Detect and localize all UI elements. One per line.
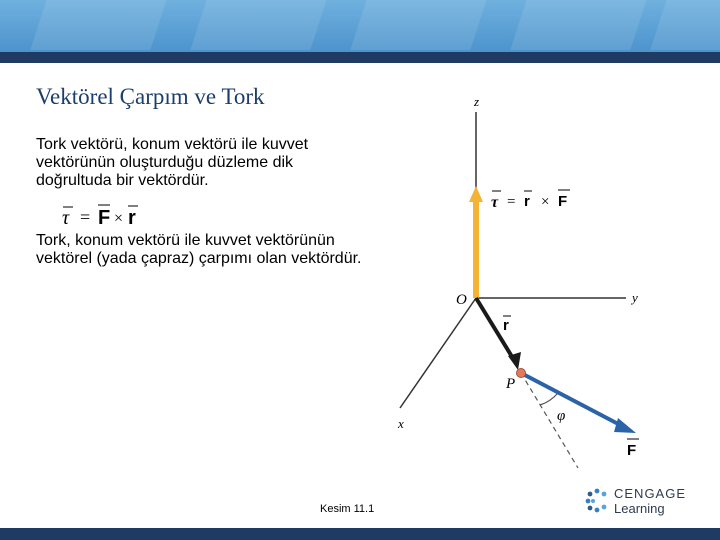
point-p-label: P xyxy=(506,376,516,392)
paragraph-cross-product: Tork, konum vektörü ile kuvvet vektörünün vektörel (yada çapraz) çarpımı olan vektördür. xyxy=(36,232,362,267)
formula-r: r xyxy=(128,207,136,229)
section-footer: Kesim 11.1 xyxy=(320,503,375,515)
formula-equals: = xyxy=(80,207,91,227)
r-label: r xyxy=(503,317,509,334)
torque-equation-label xyxy=(491,190,570,211)
angle-arc xyxy=(540,393,558,405)
svg-text:F: F xyxy=(558,193,568,210)
svg-text:τ: τ xyxy=(491,194,499,211)
svg-text:×: × xyxy=(541,194,550,210)
formula-F: F xyxy=(98,207,111,229)
top-divider xyxy=(0,52,720,63)
x-axis xyxy=(400,298,476,408)
torque-diagram xyxy=(390,90,670,480)
svg-text:=: = xyxy=(507,194,516,210)
axis-x-label: x xyxy=(398,416,404,431)
bottom-divider xyxy=(0,528,720,540)
axis-z-label: z xyxy=(474,94,480,109)
top-banner xyxy=(0,0,720,52)
force-arrowhead xyxy=(614,418,636,433)
torque-formula xyxy=(60,200,150,230)
formula-tau: τ xyxy=(62,207,70,229)
point-p xyxy=(517,369,526,378)
origin-label: O xyxy=(456,292,467,308)
paragraph-definition: Tork vektörü, konum vektörü ile kuvvet vektörünün oluşturduğu düzleme dik doğrultuda bir vektördür. xyxy=(36,136,309,189)
formula-times: × xyxy=(114,210,124,227)
svg-text:r: r xyxy=(524,193,530,210)
logo-word-cengage: CENGAGE xyxy=(614,486,687,501)
force-vector xyxy=(521,373,624,427)
logo-word-learning: Learning xyxy=(614,501,665,516)
cengage-logo xyxy=(584,484,694,520)
slide-title: Vektörel Çarpım ve Tork xyxy=(36,84,265,109)
F-label: F xyxy=(627,442,637,459)
torque-arrowhead xyxy=(469,186,483,202)
axis-y-label: y xyxy=(632,290,638,305)
cengage-logo-mark xyxy=(584,487,610,513)
angle-label: φ xyxy=(557,408,566,424)
torque-vector xyxy=(473,196,479,298)
